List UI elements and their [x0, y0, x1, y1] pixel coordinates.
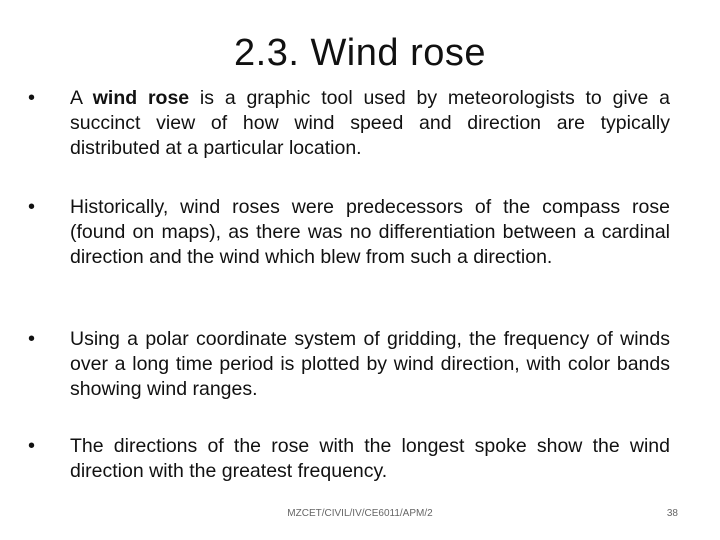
bullet-text: Using a polar coordinate system of gridding, the frequency of winds over a long time period is plotted by wind direction, with color bands showing wind ranges. [70, 328, 670, 400]
bullet-text-bold-term: wind rose [92, 87, 190, 109]
bullet-text: Historically, wind roses were predecessors of the compass rose (found on maps), as there was no differentiation between a cardinal direction and the wind which blew from such a direction. [70, 196, 670, 268]
page-number: 38 [666, 508, 678, 519]
slide-footer: MZCET/CIVIL/IV/CE6011/APM/2 [287, 508, 433, 519]
bullet-marker: • [28, 87, 36, 109]
bullet-marker: • [28, 196, 36, 218]
bullet-text-lead: A [70, 87, 93, 109]
bullet-text-rest: is a graphic tool used by meteorologists to give a succinct view of how wind speed and direction are typically distributed at a particular location. [70, 87, 670, 159]
bullet-text [70, 86, 670, 161]
slide-title: 2.3. Wind rose [234, 32, 486, 74]
bullet-text: The directions of the rose with the longest spoke show the wind direction with the greatest frequency. [70, 435, 670, 482]
bullet-marker: • [28, 328, 36, 350]
bullet-marker: • [28, 435, 36, 457]
